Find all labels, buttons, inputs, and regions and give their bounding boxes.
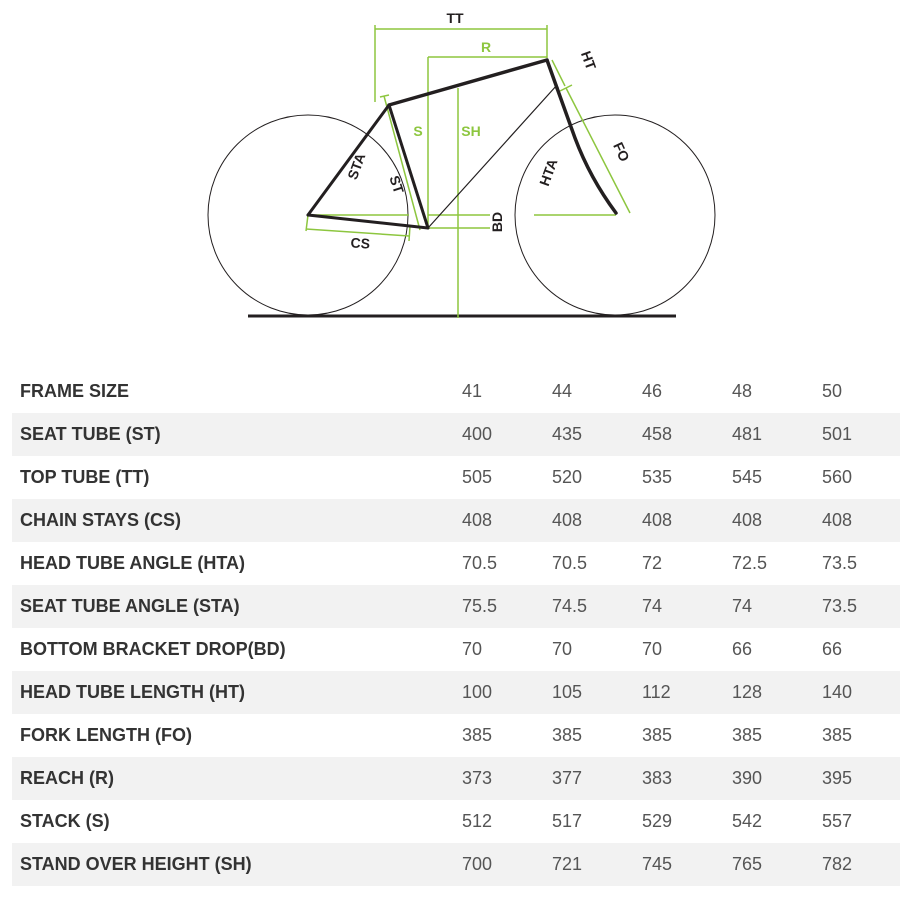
table-cell: 72.5 bbox=[732, 553, 768, 573]
table-cell: 74 bbox=[636, 585, 726, 628]
table-row bbox=[12, 585, 900, 628]
fork bbox=[557, 88, 616, 213]
row-label: FORK LENGTH (FO) bbox=[20, 725, 192, 745]
row-label: SEAT TUBE ANGLE (STA) bbox=[12, 585, 456, 628]
table-cell: 66 bbox=[822, 639, 843, 659]
table-cell: 50 bbox=[822, 381, 843, 401]
down-tube bbox=[428, 85, 557, 228]
table-cell: 501 bbox=[816, 413, 900, 456]
table-cell: 390 bbox=[726, 757, 816, 800]
geometry-table-body bbox=[12, 370, 900, 886]
table-row bbox=[12, 499, 900, 542]
table-cell: 395 bbox=[816, 757, 900, 800]
fo-dim-tick bbox=[560, 85, 572, 91]
table-cell: 74 bbox=[726, 585, 816, 628]
row-label: FRAME SIZE bbox=[20, 381, 130, 401]
row-label: HEAD TUBE ANGLE (HTA) bbox=[20, 553, 245, 573]
table-cell: 383 bbox=[636, 757, 726, 800]
table-row bbox=[12, 671, 900, 714]
label-sh: SH bbox=[461, 123, 481, 139]
label-sta: STA bbox=[344, 150, 369, 182]
table-row bbox=[12, 843, 900, 886]
table-cell: 128 bbox=[726, 671, 816, 714]
table-cell: 782 bbox=[816, 843, 900, 886]
table-cell: 140 bbox=[816, 671, 900, 714]
table-cell: 458 bbox=[636, 413, 726, 456]
label-hta: HTA bbox=[536, 156, 561, 189]
table-row bbox=[12, 370, 900, 413]
table-cell: 408 bbox=[816, 499, 900, 542]
label-tt: TT bbox=[446, 10, 464, 26]
label-r: R bbox=[480, 39, 492, 55]
table-cell: 75.5 bbox=[456, 585, 546, 628]
row-label: TOP TUBE (TT) bbox=[20, 467, 150, 487]
table-cell: 765 bbox=[726, 843, 816, 886]
table-cell: 745 bbox=[636, 843, 726, 886]
table-cell: 721 bbox=[546, 843, 636, 886]
table-cell: 373 bbox=[456, 757, 546, 800]
row-label: STAND OVER HEIGHT (SH) bbox=[12, 843, 456, 886]
table-cell: 72 bbox=[642, 553, 663, 573]
label-ht: HT bbox=[577, 48, 600, 72]
table-cell: 385 bbox=[462, 725, 493, 745]
table-cell: 408 bbox=[726, 499, 816, 542]
table-cell: 41 bbox=[462, 381, 483, 401]
table-row bbox=[12, 800, 900, 843]
table-row bbox=[12, 757, 900, 800]
seat-stay bbox=[308, 105, 389, 215]
table-cell: 408 bbox=[546, 499, 636, 542]
bike-frame bbox=[308, 60, 616, 228]
table-cell: 542 bbox=[732, 811, 763, 831]
table-cell: 46 bbox=[642, 381, 663, 401]
table-cell: 385 bbox=[552, 725, 583, 745]
table-cell: 377 bbox=[546, 757, 636, 800]
table-cell: 408 bbox=[636, 499, 726, 542]
table-cell: 385 bbox=[732, 725, 763, 745]
table-cell: 529 bbox=[642, 811, 673, 831]
table-cell: 70 bbox=[642, 639, 663, 659]
table-cell: 100 bbox=[456, 671, 546, 714]
table-cell: 700 bbox=[456, 843, 546, 886]
table-cell: 517 bbox=[552, 811, 583, 831]
geometry-table bbox=[12, 370, 900, 886]
table-cell: 74.5 bbox=[546, 585, 636, 628]
table-cell: 70 bbox=[552, 639, 573, 659]
table-cell: 73.5 bbox=[822, 553, 858, 573]
cs-dim-right-tick bbox=[409, 226, 410, 241]
table-cell: 512 bbox=[462, 811, 493, 831]
table-row bbox=[12, 628, 900, 671]
row-label: HEAD TUBE LENGTH (HT) bbox=[12, 671, 456, 714]
row-label: REACH (R) bbox=[12, 757, 456, 800]
row-label: STACK (S) bbox=[20, 811, 110, 831]
table-cell: 535 bbox=[642, 467, 673, 487]
table-cell: 112 bbox=[636, 671, 726, 714]
label-s: S bbox=[413, 123, 423, 139]
table-cell: 560 bbox=[822, 467, 853, 487]
label-bd: BD bbox=[489, 211, 505, 233]
row-label: BOTTOM BRACKET DROP(BD) bbox=[20, 639, 286, 659]
table-cell: 400 bbox=[456, 413, 546, 456]
chain-stay bbox=[308, 215, 428, 228]
table-row bbox=[12, 542, 900, 585]
st-dim-line bbox=[384, 96, 423, 230]
table-cell: 545 bbox=[732, 467, 763, 487]
table-cell: 73.5 bbox=[816, 585, 900, 628]
table-cell: 408 bbox=[456, 499, 546, 542]
top-tube bbox=[389, 60, 547, 105]
table-cell: 70 bbox=[462, 639, 483, 659]
table-cell: 70.5 bbox=[462, 553, 498, 573]
table-cell: 385 bbox=[822, 725, 853, 745]
table-cell: 520 bbox=[552, 467, 583, 487]
st-dim-tick bbox=[380, 95, 389, 97]
table-cell: 481 bbox=[726, 413, 816, 456]
label-cs: CS bbox=[350, 234, 371, 252]
label-st: ST bbox=[386, 173, 408, 196]
table-row bbox=[12, 456, 900, 499]
row-label: SEAT TUBE (ST) bbox=[12, 413, 456, 456]
bike-geometry-diagram bbox=[0, 0, 900, 340]
table-cell: 105 bbox=[546, 671, 636, 714]
label-fo: FO bbox=[610, 139, 633, 165]
table-cell: 66 bbox=[732, 639, 753, 659]
table-cell: 557 bbox=[822, 811, 853, 831]
table-row bbox=[12, 714, 900, 757]
table-row bbox=[12, 413, 900, 456]
head-tube bbox=[547, 60, 557, 88]
table-cell: 70.5 bbox=[552, 553, 588, 573]
table-cell: 505 bbox=[462, 467, 493, 487]
table-cell: 44 bbox=[552, 381, 573, 401]
row-label: CHAIN STAYS (CS) bbox=[12, 499, 456, 542]
table-cell: 435 bbox=[546, 413, 636, 456]
table-cell: 385 bbox=[642, 725, 673, 745]
table-cell: 48 bbox=[732, 381, 753, 401]
